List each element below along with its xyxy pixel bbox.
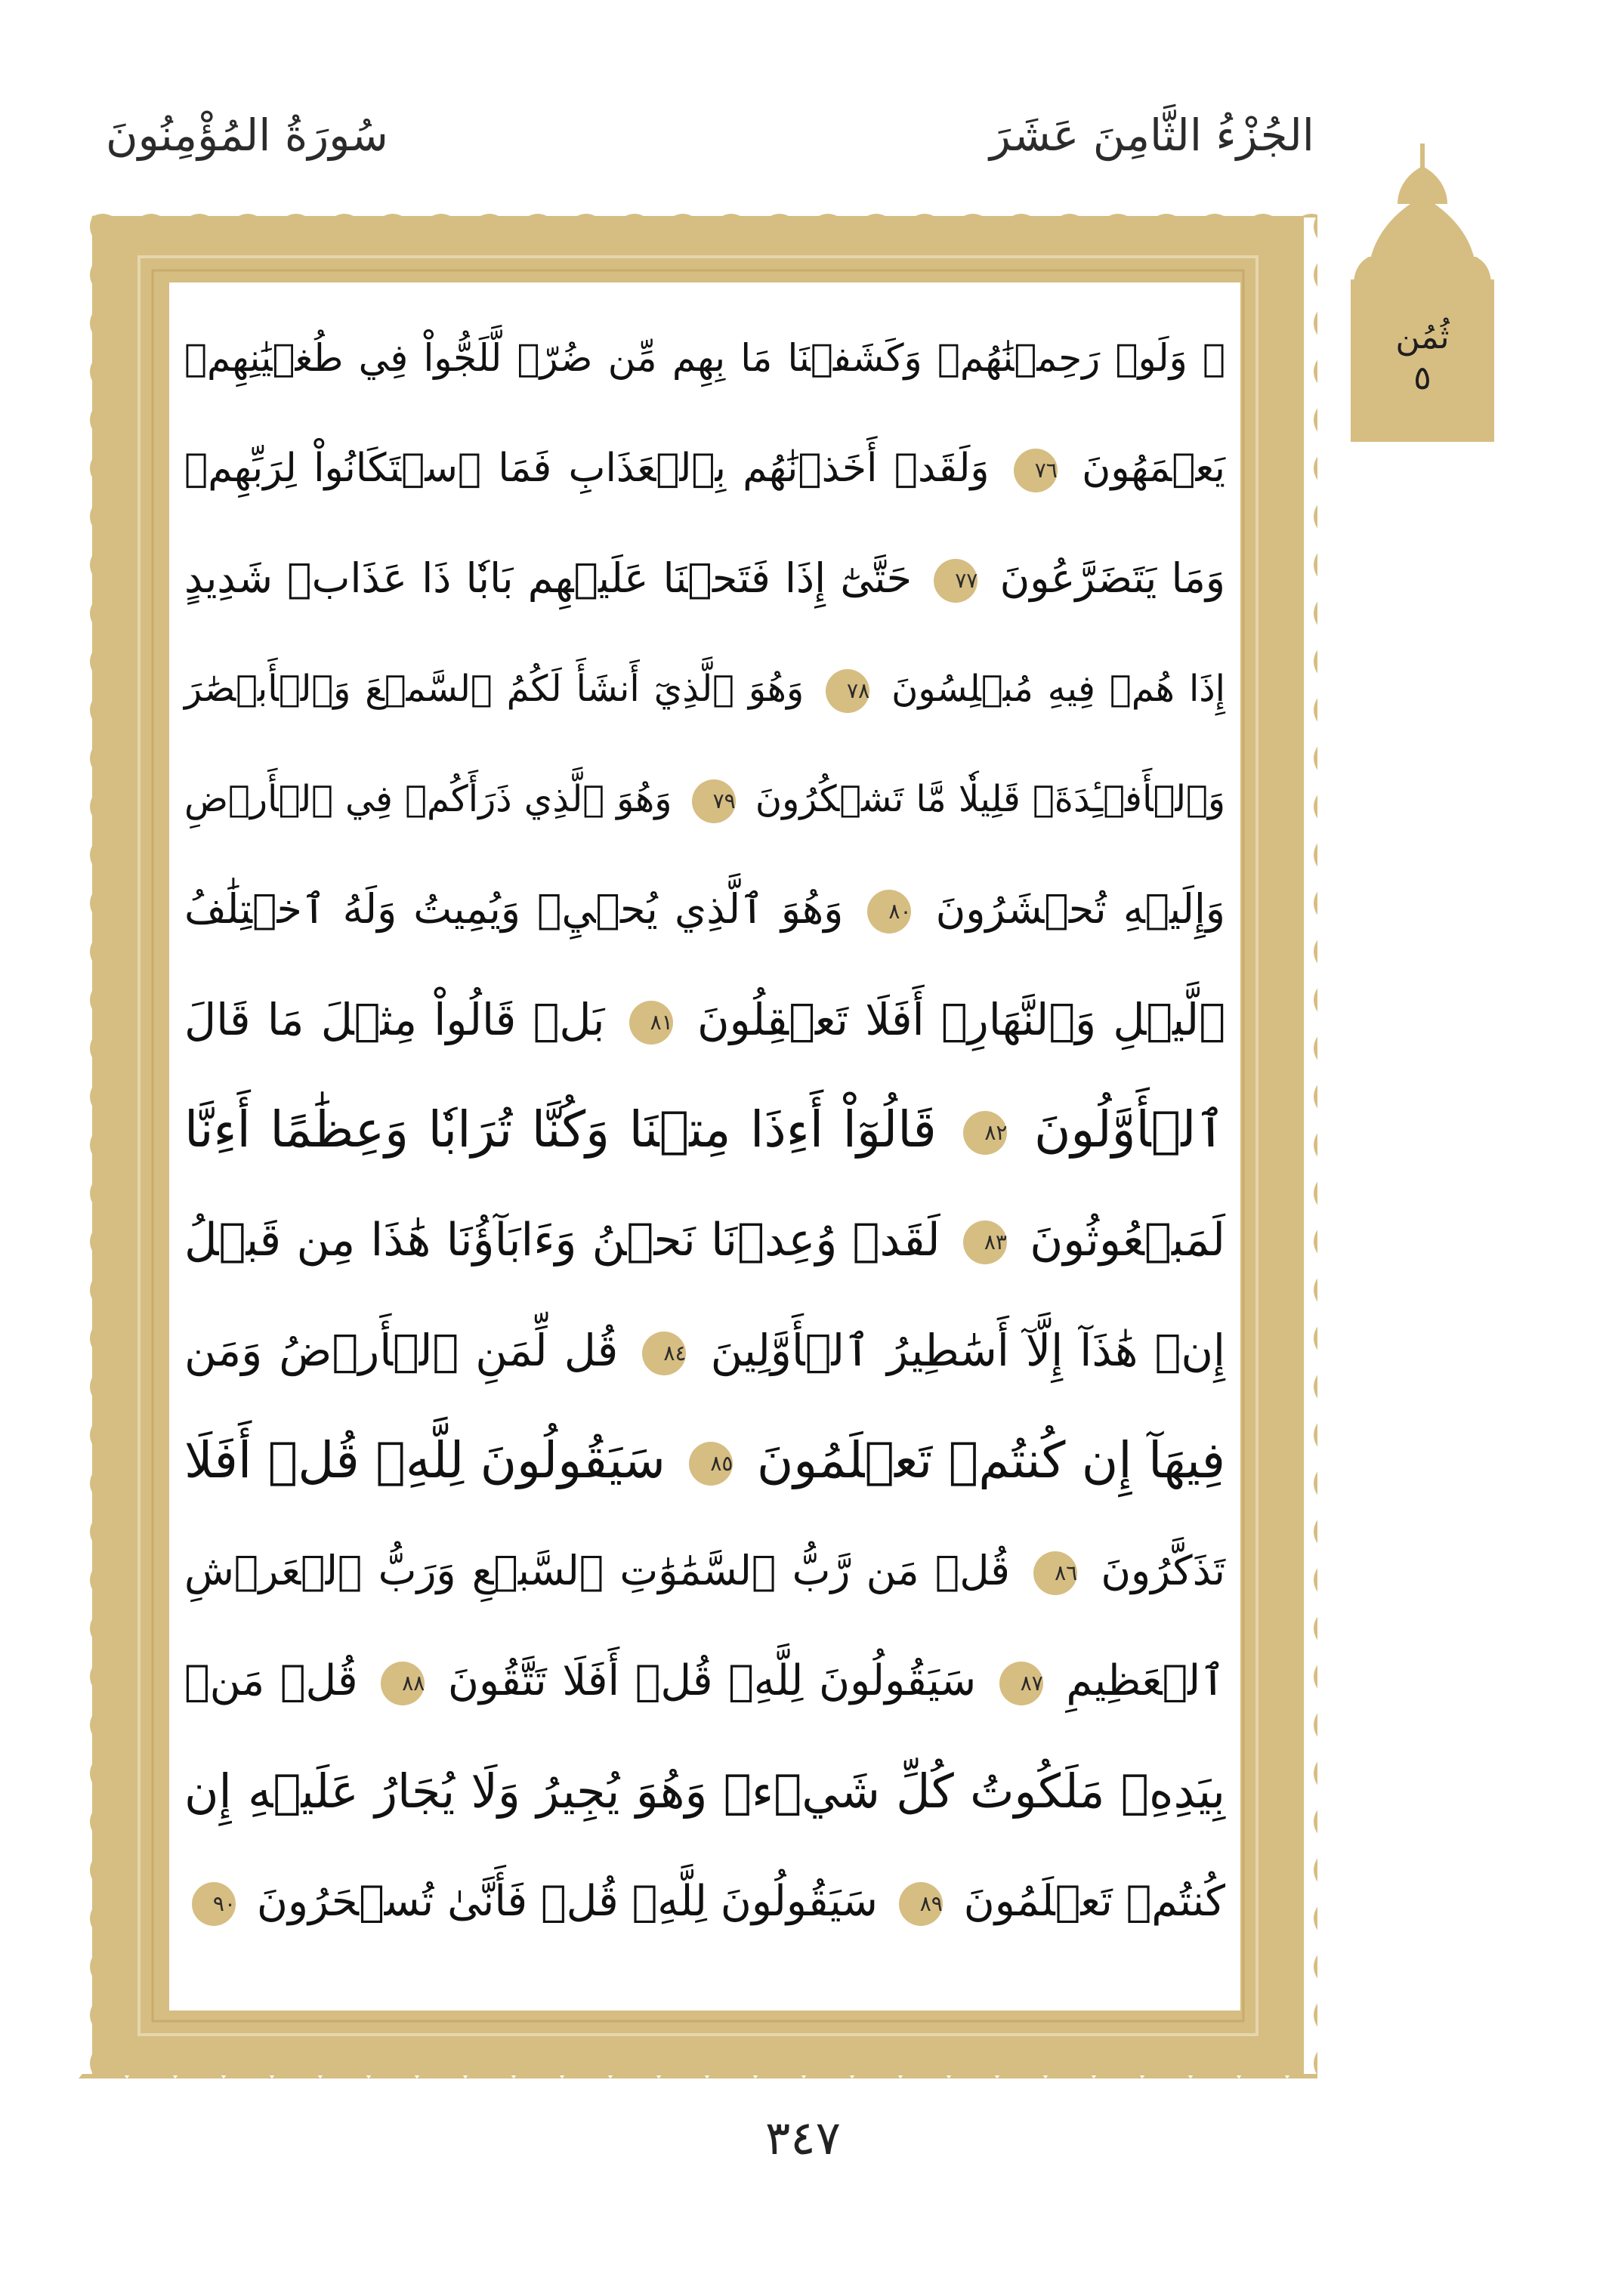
- verse-line: [184, 754, 1225, 844]
- verse-text: يَعۡمَهُونَ: [1082, 446, 1226, 491]
- verse-line: [184, 1526, 1225, 1616]
- verse-text: ۞ وَلَوۡ رَحِمۡنَٰهُمۡ وَكَشَفۡنَا مَا بِهِم مِّن ضُرّٖ لَّلَجُّواْ فِي طُغۡيَٰنِهِمۡ: [184, 336, 1225, 380]
- ayah-number-marker: ٨١: [629, 1001, 673, 1045]
- verse-line: [184, 1415, 1225, 1506]
- verse-text: بَلۡ قَالُواْ مِثۡلَ مَا قَالَ: [184, 994, 605, 1045]
- verse-text: وَٱلۡأَفۡـِٔدَةَۚ قَلِيلٗا مَّا تَشۡكُرُونَ: [755, 778, 1226, 820]
- verse-text: لَقَدۡ وُعِدۡنَا نَحۡنُ وَءَابَآؤُنَا هَٰذَا مِن قَبۡلُ: [184, 1214, 940, 1267]
- verse-text: حَتَّىٰٓ إِذَا فَتَحۡنَا عَلَيۡهِم بَابٗا ذَا عَذَابٖ شَدِيدٍ: [184, 554, 913, 602]
- verse-text: فِيهَآ إِن كُنتُمۡ تَعۡلَمُونَ: [756, 1431, 1226, 1489]
- verse-text: قُل لِّمَنِ ٱلۡأَرۡضُ وَمَن: [184, 1325, 619, 1376]
- verse-text: إِذَا هُمۡ فِيهِ مُبۡلِسُونَ: [891, 668, 1225, 710]
- ayah-number-marker: ٨٧: [999, 1662, 1043, 1705]
- verse-text: وَهُوَ ٱلَّذِي ذَرَأَكُمۡ فِي ٱلۡأَرۡضِ: [184, 778, 672, 820]
- verse-text: وَمَا يَتَضَرَّعُونَ: [999, 554, 1226, 602]
- ayah-number-marker: ٧٩: [692, 779, 736, 823]
- ayah-number-marker: ٨٦: [1033, 1551, 1077, 1595]
- verse-text: لَمَبۡعُوثُونَ: [1030, 1214, 1225, 1267]
- ayah-number-marker: ٨٣: [963, 1221, 1007, 1264]
- verse-text: قَالُوٓاْ أَءِذَا مِتۡنَا وَكُنَّا تُرَابٗا وَعِظَٰمًا أَءِنَّا: [184, 1100, 937, 1159]
- quran-text-panel: [169, 282, 1240, 2011]
- juz-title: الجُزْءُ الثَّامِنَ عَشَرَ: [990, 110, 1314, 161]
- ayah-number-marker: ٨٢: [963, 1111, 1007, 1155]
- verse-text: وَلَقَدۡ أَخَذۡنَٰهُم بِٱلۡعَذَابِ فَمَا ٱسۡتَكَانُواْ لِرَبِّهِمۡ: [184, 446, 990, 491]
- ayah-number-marker: ٨٩: [899, 1882, 943, 1926]
- verse-line: [184, 643, 1225, 734]
- verse-text: تَذَكَّرُونَ: [1101, 1547, 1225, 1594]
- verse-line: [184, 1305, 1225, 1396]
- verse-text: وَهُوَ ٱلَّذِي يُحۡيِۦ وَيُمِيتُ وَلَهُ ٱخۡتِلَٰفُ: [184, 885, 844, 933]
- verse-line: [184, 864, 1225, 955]
- verse-text: قُلۡ مَنۢ: [184, 1656, 358, 1705]
- hizb-label-number: ٥: [1413, 359, 1432, 397]
- ayah-number-marker: ٨٤: [642, 1332, 686, 1375]
- verse-text: سَيَقُولُونَ لِلَّهِۚ قُلۡ أَفَلَا تَتَّقُونَ: [447, 1656, 977, 1705]
- verse-line: [184, 533, 1225, 624]
- ayah-number-marker: ٧٨: [826, 669, 869, 713]
- ayah-number-marker: ٩٠: [192, 1882, 236, 1926]
- ayah-number-marker: ٧٧: [934, 559, 977, 603]
- verse-line: [184, 313, 1225, 403]
- verse-text: ٱلَّيۡلِ وَٱلنَّهَارِۚ أَفَلَا تَعۡقِلُونَ: [696, 994, 1226, 1045]
- verse-line: [184, 974, 1225, 1065]
- verse-line: [184, 1746, 1225, 1837]
- hizb-label: [1351, 317, 1494, 399]
- verse-text: وَهُوَ ٱلَّذِيٓ أَنشَأَ لَكُمُ ٱلسَّمۡعَ وَٱلۡأَبۡصَٰرَ: [184, 668, 805, 710]
- verse-text: سَيَقُولُونَ لِلَّهِۚ قُلۡ فَأَنَّىٰ تُسۡحَرُونَ: [256, 1877, 878, 1926]
- surah-title: سُورَةُ المُؤْمِنُونَ: [106, 110, 388, 161]
- ayah-number-marker: ٨٠: [867, 890, 911, 934]
- verse-text: ٱلۡأَوَّلُونَ: [1033, 1100, 1225, 1159]
- ayah-number-marker: ٨٨: [381, 1662, 425, 1705]
- hizb-label-word: ثُمُن: [1395, 318, 1450, 356]
- verse-line: [184, 1636, 1225, 1727]
- verse-line: [184, 1085, 1225, 1175]
- ayah-number-marker: ٨٥: [689, 1442, 733, 1486]
- verse-line: [184, 1856, 1225, 1947]
- verse-text: إِنۡ هَٰذَآ إِلَّآ أَسَٰطِيرُ ٱلۡأَوَّلِينَ: [710, 1325, 1226, 1376]
- verse-line: [184, 1195, 1225, 1285]
- verse-text: وَإِلَيۡهِ تُحۡشَرُونَ: [935, 885, 1225, 933]
- page-number: ٣٤٧: [765, 2110, 841, 2165]
- verse-text: بِيَدِهِۦ مَلَكُوتُ كُلِّ شَيۡءٖ وَهُوَ يُجِيرُ وَلَا يُجَارُ عَلَيۡهِ إِن: [184, 1764, 1225, 1819]
- verse-text: كُنتُمۡ تَعۡلَمُونَ: [963, 1877, 1225, 1926]
- verse-text: سَيَقُولُونَ لِلَّهِۚ قُلۡ أَفَلَا: [184, 1431, 666, 1489]
- verse-text: قُلۡ مَن رَّبُّ ٱلسَّمَٰوَٰتِ ٱلسَّبۡعِ وَرَبُّ ٱلۡعَرۡشِ: [184, 1547, 1010, 1594]
- verse-text: ٱلۡعَظِيمِ: [1066, 1656, 1226, 1705]
- verse-line: [184, 423, 1225, 514]
- ayah-number-marker: ٧٦: [1014, 449, 1058, 492]
